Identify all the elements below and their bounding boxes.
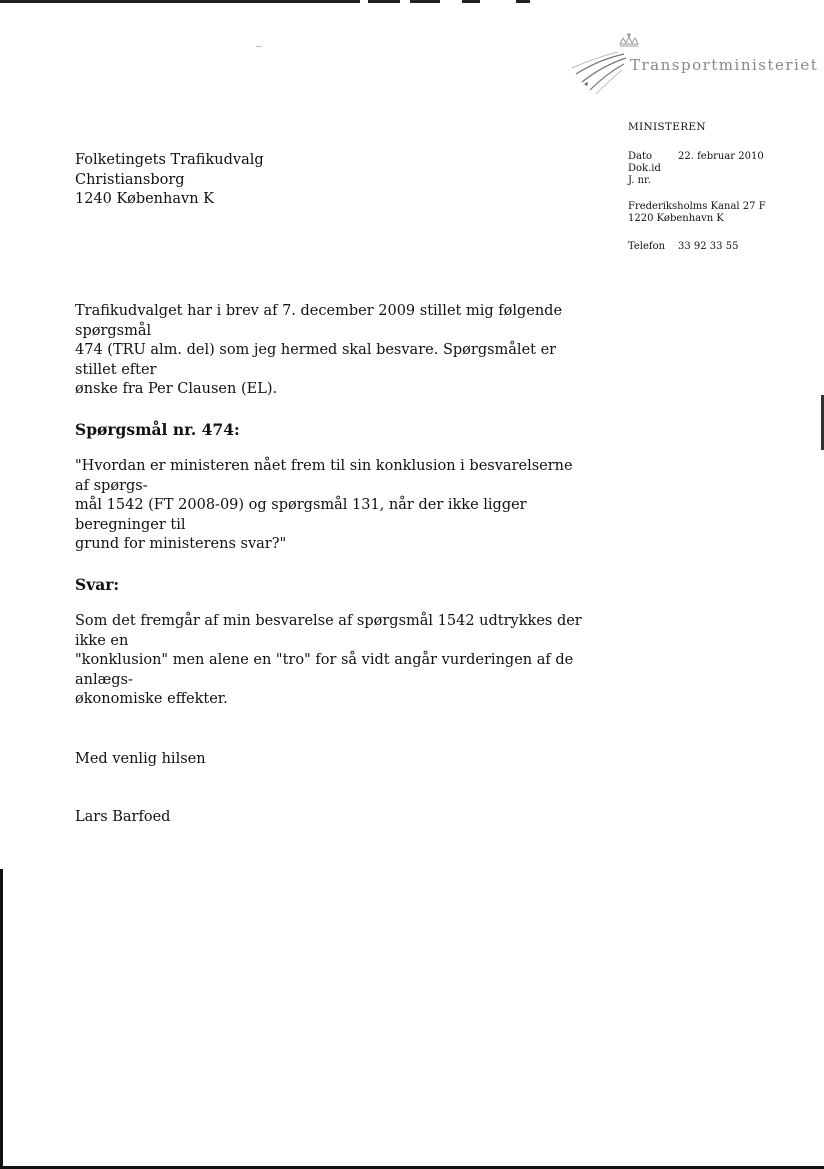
phone-label: Telefon [628,241,666,252]
question-line: mål 1542 (FT 2008-09) og spørgsmål 131, når der ikke ligger beregninger til [75,497,527,533]
dokid-label: Dok.id [628,163,661,174]
recipient-line: Christiansborg [75,171,185,188]
question-heading: Spørgsmål nr. 474: [75,419,240,439]
answer-line: "konklusion" men alene en "tro" for så vidt angår vurderingen af de anlægs- [75,652,574,688]
recipient-line: 1240 København K [75,191,214,207]
scan-edge-left [0,869,3,1169]
address-line: Frederiksholms Kanal 27 F [628,201,766,212]
ministry-logo [568,30,819,100]
signature: Lars Barfoed [75,809,171,825]
intro-line: Trafikudvalget har i brev af 7. december 2009 stillet mig følgende spørgsmål [75,303,563,339]
recipient-address [75,151,264,210]
intro-line: ønske fra Per Clausen (EL). [75,381,278,397]
date-value: 22. februar 2010 [678,151,764,162]
intro-line: 474 (TRU alm. del) som jeg hermed skal besvare. Spørgsmålet er stillet efter [75,342,557,378]
scan-edge-top [0,0,530,3]
scan-speck [256,46,262,47]
jnr-row [628,175,818,187]
answer-line: Som det fremgår af min besvarelse af spørgsmål 1542 udtrykkes der ikke en [75,613,582,649]
dokid-row [628,163,818,175]
question-line: "Hvordan er ministeren nået frem til sin konklusion i besvarelserne af spørgs- [75,458,573,494]
phone-row [628,241,818,253]
letter-body [75,302,585,828]
recipient-line: Folketingets Trafikudvalg [75,152,264,168]
phone-value: 33 92 33 55 [678,241,739,252]
question-line: grund for ministerens svar?" [75,536,287,552]
jnr-label: J. nr. [628,175,651,186]
sender-title: MINISTEREN [628,121,706,133]
answer-line: økonomiske effekter. [75,691,228,707]
date-row [628,151,818,163]
address-line: 1220 København K [628,213,724,224]
ministry-name: Transportministeriet [630,56,819,74]
date-label: Dato [628,151,653,162]
letter-meta [628,121,818,253]
answer-heading: Svar: [75,574,120,594]
sender-address [628,201,818,225]
closing: Med venlig hilsen [75,750,206,767]
